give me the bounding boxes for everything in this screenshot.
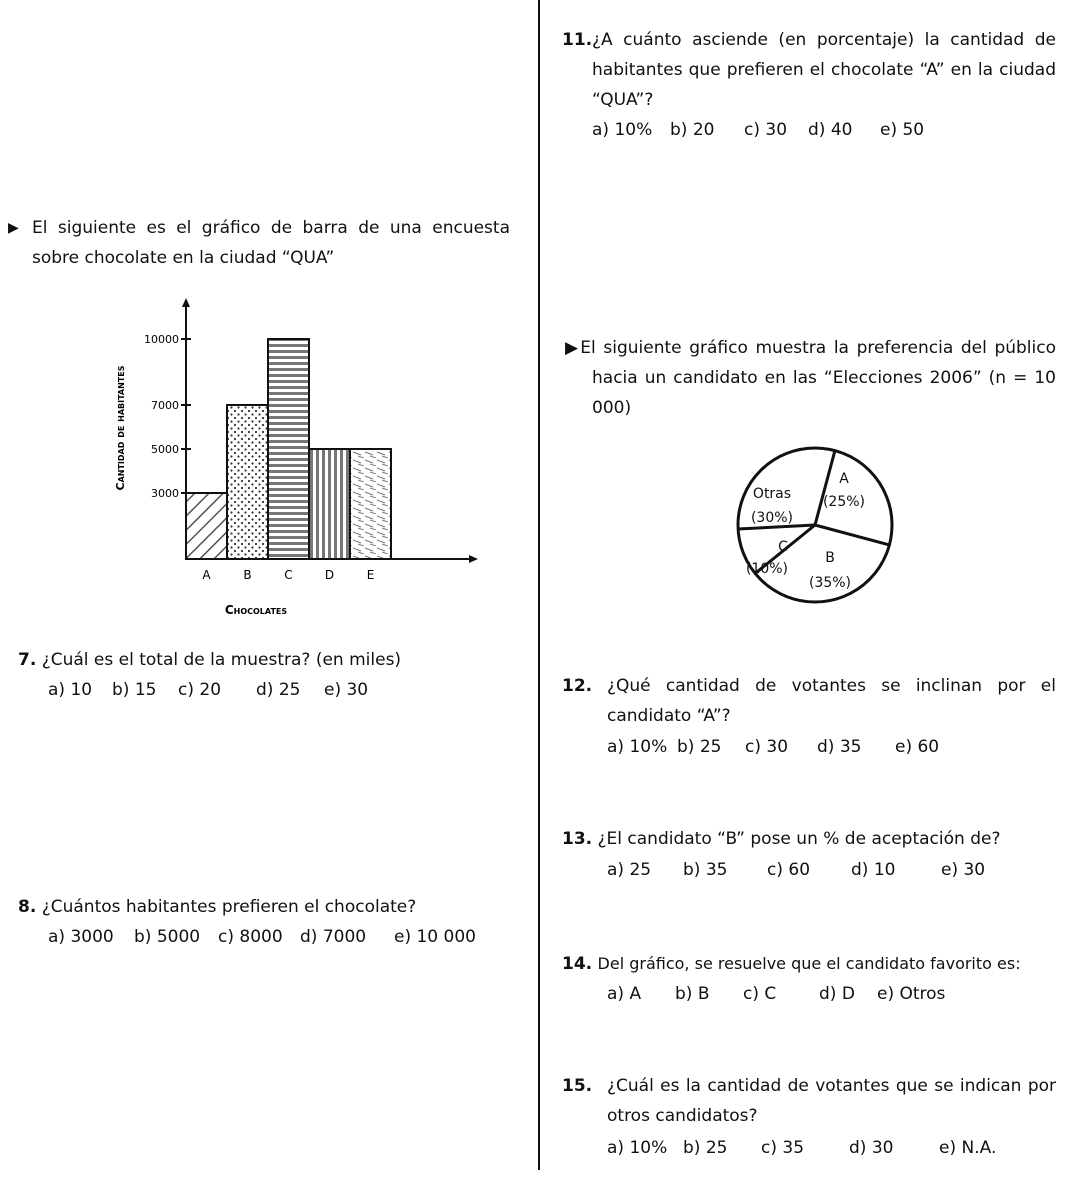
q14-option-b[interactable]: b) B (675, 984, 710, 1004)
bullet-icon: ▶ (8, 220, 19, 236)
x-axis-label: Chocolates (224, 603, 288, 617)
q15-option-e[interactable]: e) N.A. (939, 1138, 997, 1158)
q12-option-c[interactable]: c) 30 (745, 737, 789, 757)
q14-options (607, 982, 945, 1006)
x-tick-label: B (243, 568, 252, 582)
pie-label-otras: Otras (752, 486, 792, 502)
q8-options (48, 925, 476, 949)
q8-text: ¿Cuántos habitantes prefieren el chocolate? (41, 897, 417, 917)
q14-question (562, 952, 1021, 976)
q15-number: 15. (562, 1076, 593, 1096)
q15-option-a[interactable]: a) 10% (607, 1138, 668, 1158)
pie-chart (720, 430, 910, 620)
q7-option-b[interactable]: b) 15 (112, 680, 157, 700)
pie-label-c: C (778, 539, 788, 555)
q11-option-d[interactable]: d) 40 (808, 120, 853, 140)
q7-text: ¿Cuál es el total de la muestra? (en miles) (41, 650, 402, 670)
q13-number: 13. (562, 829, 593, 849)
bar-d (309, 449, 350, 559)
q11-options (592, 118, 924, 142)
q11-option-c[interactable]: c) 30 (744, 120, 788, 140)
q11-line-2: habitantes que prefieren el chocolate “A” en la ciudad (592, 60, 1056, 80)
bar-a (186, 493, 227, 559)
q14-number: 14. (562, 954, 593, 974)
pie-value-b: (35%) (808, 575, 852, 591)
x-axis-arrow-icon (469, 555, 478, 563)
q15-option-c[interactable]: c) 35 (761, 1138, 805, 1158)
q8-question (18, 895, 416, 919)
y-tick-label: 3000 (151, 487, 179, 500)
x-tick-label: E (366, 568, 375, 582)
bar-intro-line-1: El siguiente es el gráfico de barra de una encuesta (32, 218, 510, 238)
q12-number: 12. (562, 676, 593, 696)
q13-options (607, 858, 985, 882)
q14-option-d[interactable]: d) D (819, 984, 855, 1004)
q7-option-e[interactable]: e) 30 (324, 680, 369, 700)
q13-option-d[interactable]: d) 10 (851, 860, 896, 880)
q11-option-e[interactable]: e) 50 (880, 120, 925, 140)
q8-option-b[interactable]: b) 5000 (134, 927, 201, 947)
x-tick-label: D (324, 568, 335, 582)
pie-intro-line-2: hacia un candidato en las “Elecciones 2006” (n = 10 (592, 368, 1056, 388)
q12-options (607, 735, 939, 759)
pie-label-b: B (825, 550, 835, 566)
q13-option-a[interactable]: a) 25 (607, 860, 652, 880)
q12-option-d[interactable]: d) 35 (817, 737, 862, 757)
pie-value-otras: (30%) (750, 510, 794, 526)
y-tick-label: 10000 (144, 333, 179, 346)
q7-options (48, 678, 368, 702)
q12-option-b[interactable]: b) 25 (677, 737, 722, 757)
q13-option-b[interactable]: b) 35 (683, 860, 728, 880)
q7-option-d[interactable]: d) 25 (256, 680, 301, 700)
q14-text: Del gráfico, se resuelve que el candidato favorito es: (597, 954, 1021, 973)
pie-slice-boundary-a (815, 451, 835, 525)
q15-option-d[interactable]: d) 30 (849, 1138, 894, 1158)
pie-value-a: (25%) (822, 494, 866, 510)
bar-intro-line-2: sobre chocolate en la ciudad “QUA” (32, 248, 335, 268)
q8-option-c[interactable]: c) 8000 (218, 927, 283, 947)
q12-line-2: candidato “A”? (607, 706, 731, 726)
q8-option-a[interactable]: a) 3000 (48, 927, 114, 947)
q7-option-a[interactable]: a) 10 (48, 680, 93, 700)
column-divider (538, 0, 540, 1170)
q11-option-a[interactable]: a) 10% (592, 120, 653, 140)
y-axis-arrow-icon (182, 298, 190, 307)
q14-option-e[interactable]: e) Otros (877, 984, 946, 1004)
q8-option-e[interactable]: e) 10 000 (394, 927, 476, 947)
q14-option-a[interactable]: a) A (607, 984, 642, 1004)
q15-options (607, 1136, 996, 1160)
q13-question (562, 827, 1000, 851)
pie-intro-line-3: 000) (592, 398, 632, 418)
pie-slice-boundary-b (815, 525, 889, 545)
y-axis-label: Cantidad de habitantes (114, 365, 127, 491)
q12-line-1: ¿Qué cantidad de votantes se inclinan por el (607, 676, 1056, 696)
q15-option-b[interactable]: b) 25 (683, 1138, 728, 1158)
q7-option-c[interactable]: c) 20 (178, 680, 222, 700)
q7-question (18, 648, 401, 672)
pie-label-a: A (839, 471, 849, 487)
pie-value-c: (10%) (745, 561, 789, 577)
x-tick-label: A (202, 568, 211, 582)
q7-number: 7. (18, 650, 37, 670)
bar-c (268, 339, 309, 559)
bar-e (350, 449, 391, 559)
pie-intro-line-1: ▶El siguiente gráfico muestra la preferencia del público (565, 338, 1056, 358)
bar-chart (100, 290, 500, 630)
q13-option-c[interactable]: c) 60 (767, 860, 811, 880)
q12-option-a[interactable]: a) 10% (607, 737, 668, 757)
q14-option-c[interactable]: c) C (743, 984, 777, 1004)
y-tick-label: 7000 (151, 399, 179, 412)
q12-option-e[interactable]: e) 60 (895, 737, 940, 757)
q11-line-1: ¿A cuánto asciende (en porcentaje) la cantidad de (592, 30, 1056, 50)
q11-number: 11. (562, 30, 593, 50)
q13-text: ¿El candidato “B” pose un % de aceptación de? (597, 829, 1001, 849)
bar-b (227, 405, 268, 559)
q11-option-b[interactable]: b) 20 (670, 120, 715, 140)
q13-option-e[interactable]: e) 30 (941, 860, 986, 880)
y-tick-label: 5000 (151, 443, 179, 456)
x-tick-label: C (284, 568, 293, 582)
q15-line-2: otros candidatos? (607, 1106, 758, 1126)
q8-option-d[interactable]: d) 7000 (300, 927, 367, 947)
q11-line-3: “QUA”? (592, 90, 654, 110)
q15-line-1: ¿Cuál es la cantidad de votantes que se indican por (607, 1076, 1056, 1096)
q8-number: 8. (18, 897, 37, 917)
